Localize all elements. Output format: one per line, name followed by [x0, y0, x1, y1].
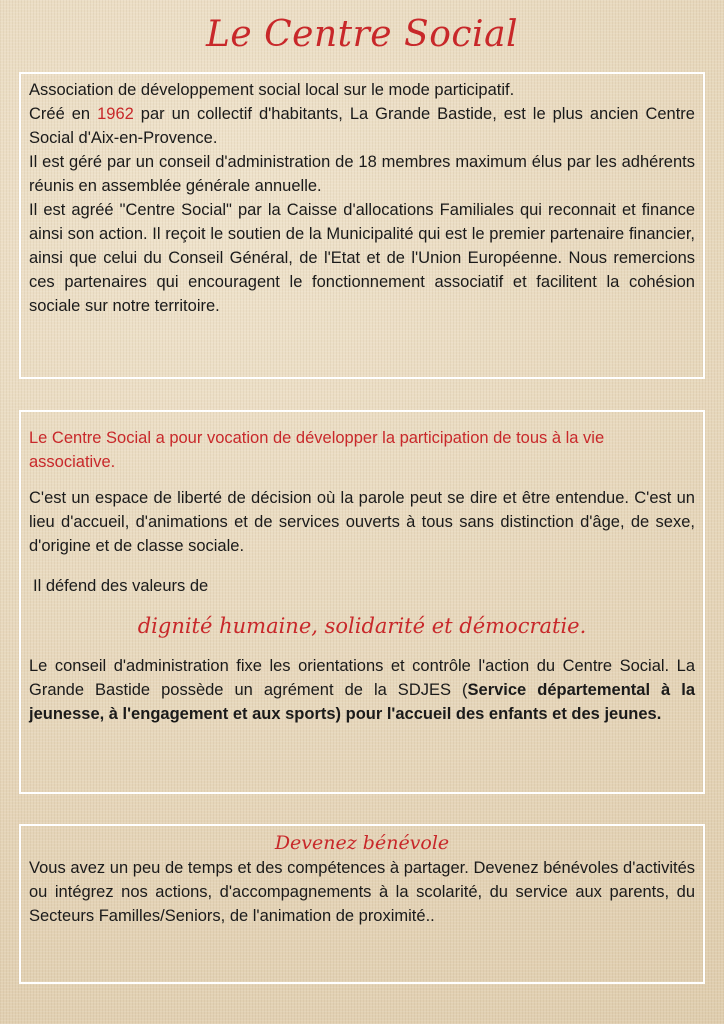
- administration-paragraph: [29, 654, 695, 726]
- sdjes-bold-text: Service départemental à la jeunesse, à l'engagement et aux sports) pour l'accueil des enfants et des jeunes.: [29, 681, 695, 723]
- volunteer-box: [19, 824, 705, 984]
- mission-box: [19, 410, 705, 794]
- space-paragraph: C'est un espace de liberté de décision où la parole peut se dire et être entendue. C'est un lieu d'accueil, d'animations et de services ouverts à tous sans distinction d'âge, de sexe, d'origine et de classe sociale.: [29, 489, 695, 555]
- page-title: Le Centre Social: [205, 14, 519, 55]
- intro-paragraph: Association de développement social local sur le mode participatif.: [29, 81, 515, 99]
- values-statement: dignité humaine, solidarité et démocratie.: [137, 614, 587, 638]
- history-text-before: Créé en: [29, 105, 91, 123]
- administration-text: Le conseil d'administration fixe les orientations et contrôle l'action du Centre Social. La Grande Bastide possède un agrément de la SDJES (: [29, 657, 695, 699]
- approval-paragraph: Il est agréé "Centre Social" par la Caisse d'allocations Familiales qui reconnait et finance ainsi son action. Il reçoit le soutien de la Municipalité qui est le premier partenaire financier, ainsi que celui du Conseil Général, de l'Etat et de l'Union Européenne. Nous remercions ces partenaires qui encouragent le fonctionnement associatif et facilitent la cohésion sociale sur notre territoire.: [29, 201, 695, 315]
- volunteer-title: Devenez bénévole: [274, 832, 450, 854]
- governance-paragraph: Il est géré par un conseil d'administration de 18 membres maximum élus par les adhérents réunis en assemblée générale annuelle.: [29, 153, 695, 195]
- volunteer-text: Vous avez un peu de temps et des compétences à partager. Devenez bénévoles d'activités ou intégrez nos actions, d'accompagnements à la scolarité, du service aux parents, du Secteurs Familles/Seniors, de l'animation de proximité..: [29, 859, 695, 925]
- history-paragraph: [29, 102, 695, 150]
- presentation-box: [19, 72, 705, 379]
- founding-year: 1962: [97, 105, 134, 123]
- values-intro: Il défend des valeurs de: [33, 577, 209, 595]
- vocation-statement: Le Centre Social a pour vocation de développer la participation de tous à la vie associative.: [29, 429, 605, 471]
- history-text-after: par un collectif d'habitants, La Grande Bastide, est le plus ancien Centre Social d'Aix-en-Provence.: [29, 105, 695, 147]
